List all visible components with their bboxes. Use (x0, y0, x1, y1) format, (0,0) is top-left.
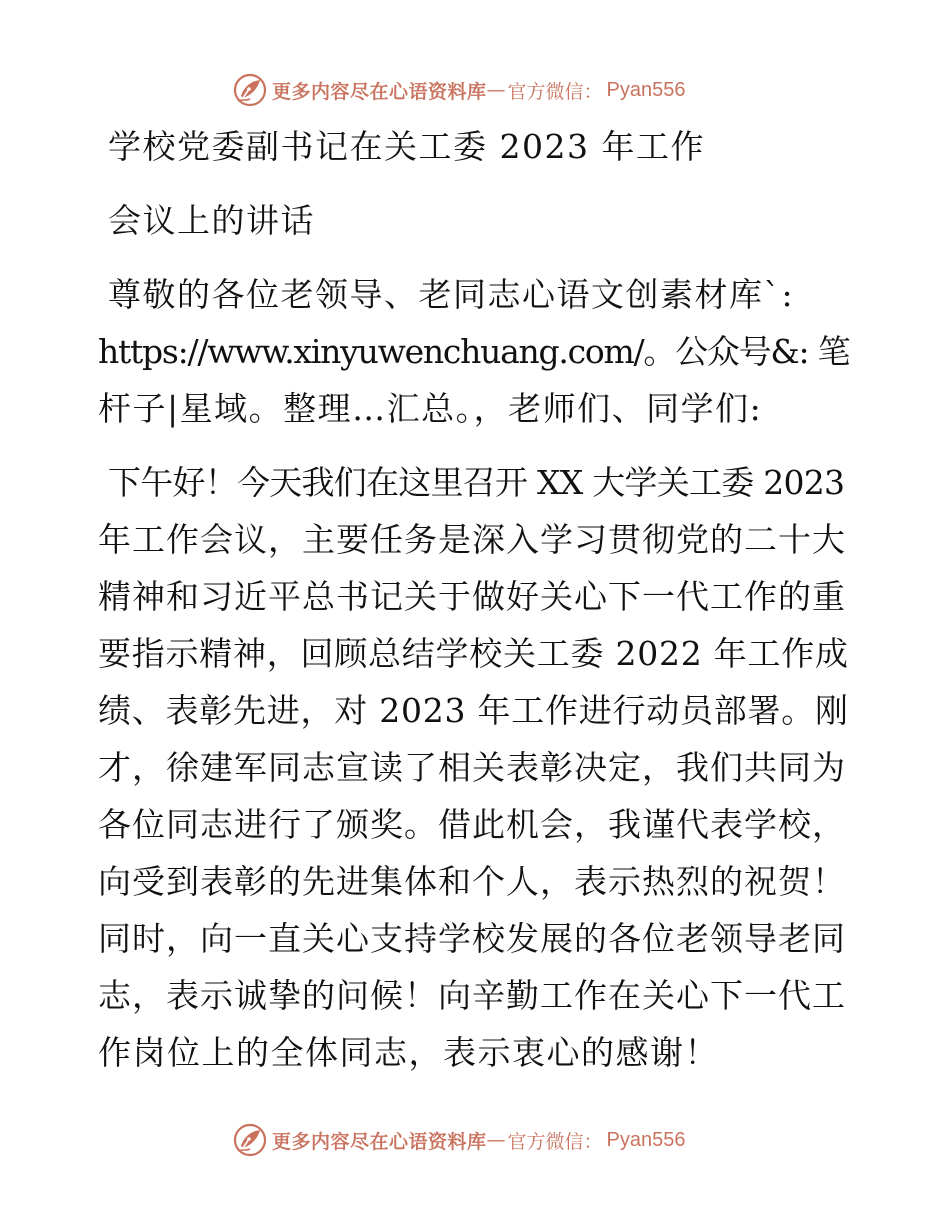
document-title-line-2: 会议上的讲话 (108, 201, 315, 240)
body-line: 各位同志进行了颁奖。借此机会，我谨代表学校， (98, 805, 846, 844)
body-line: 作岗位上的全体同志，表示衷心的感谢！ (98, 1033, 719, 1072)
greeting-line: 尊敬的各位老领导、老同志心语文创素材库`: (108, 275, 795, 314)
body-line: 精神和习近平总书记关于做好关心下一代工作的重 (98, 577, 846, 616)
banner-separator: — (486, 1129, 506, 1151)
banner-text: 更多内容尽在心语资料库 (272, 80, 487, 103)
body-line: 要指示精神，回顾总结学校关工委 2022 年工作成 (98, 634, 849, 673)
body-line: 同时，向一直关心支持学校发展的各位老领导老同 (98, 919, 846, 958)
document-title-line-1: 学校党委副书记在关工委 2023 年工作 (108, 127, 705, 166)
body-line: 才，徐建军同志宣读了相关表彰决定，我们共同为 (98, 748, 846, 787)
body-line: 向受到表彰的先进集体和个人，表示热烈的祝贺！ (98, 862, 846, 901)
banner-text: 更多内容尽在心语资料库 (272, 1130, 487, 1153)
document-body (98, 118, 850, 1081)
footer-watermark-banner (232, 1120, 712, 1160)
banner-account: Pyan556 (606, 1128, 686, 1151)
pen-nib-logo-icon (232, 1122, 268, 1158)
banner-separator: — (486, 79, 506, 101)
greeting-line: 杆子|星域。整理…汇总。，老师们、同学们: (98, 389, 763, 428)
banner-account: Pyan556 (606, 78, 686, 101)
greeting-line: https://www.xinyuwenchuang.com/。公众号&: 笔 (98, 332, 850, 371)
banner-wechat-label: 官方微信： (507, 1130, 603, 1153)
body-line: 志，表示诚挚的问候！向辛勤工作在关心下一代工 (98, 976, 846, 1015)
body-line: 下午好！今天我们在这里召开 XX 大学关工委 2023 (108, 463, 845, 502)
body-line: 绩、表彰先进，对 2023 年工作进行动员部署。刚 (98, 691, 849, 730)
header-watermark-banner (232, 70, 712, 110)
body-line: 年工作会议，主要任务是深入学习贯彻党的二十大 (98, 520, 846, 559)
banner-wechat-label: 官方微信： (507, 80, 603, 103)
pen-nib-logo-icon (232, 72, 268, 108)
